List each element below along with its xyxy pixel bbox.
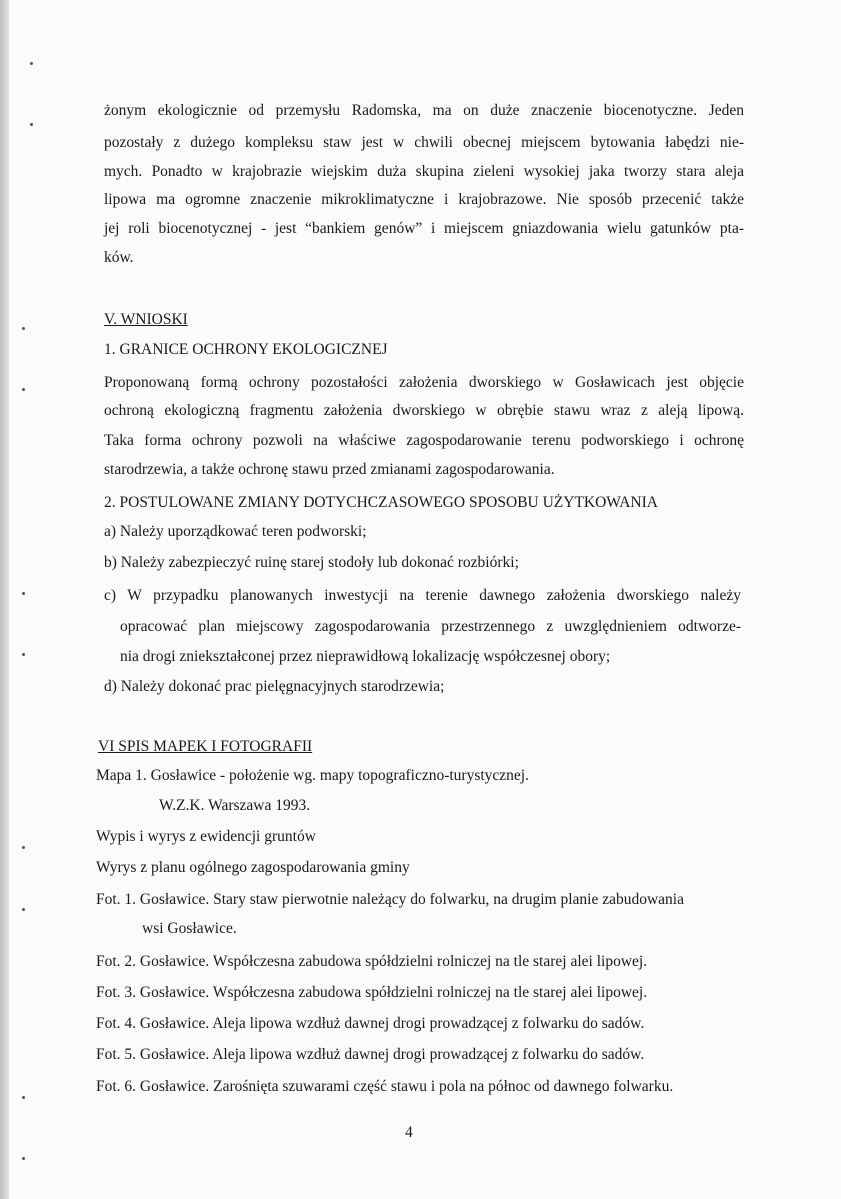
scan-speck <box>30 62 33 65</box>
list-item: Fot. 5. Gosławice. Aleja lipowa wzdłuż dawnej drogi prowadzącej z folwarku do sadów. <box>96 1046 645 1063</box>
subheading-granice: 1. GRANICE OCHRONY EKOLOGICZNEJ <box>104 341 388 358</box>
list-item: a) Należy uporządkować teren podworski; <box>104 523 367 540</box>
text-line: żonym ekologicznie od przemysłu Radomska, ma on duże znaczenie biocenotyczne. Jeden <box>104 102 744 119</box>
list-item: Fot. 2. Gosławice. Współczesna zabudowa spółdzielni rolniczej na tle starej alei lipowej. <box>96 953 648 970</box>
page-number: 4 <box>405 1124 413 1141</box>
scan-speck <box>22 388 25 391</box>
text-line: Proponowaną formą ochrony pozostałości założenia dworskiego w Gosławicach jest objęcie <box>104 374 744 391</box>
list-item-continuation: W.Z.K. Warszawa 1993. <box>159 797 311 814</box>
subheading-postulowane: 2. POSTULOWANE ZMIANY DOTYCHCZASOWEGO SPOSOBU UŻYTKOWANIA <box>104 494 658 511</box>
text-line: Taka forma ochrony pozwoli na właściwe zagospodarowanie terenu podworskiego i ochronę <box>104 432 744 449</box>
list-item: b) Należy zabezpieczyć ruinę starej stodoły lub dokonać rozbiórki; <box>104 554 519 571</box>
list-item: Fot. 6. Gosławice. Zarośnięta szuwarami część stawu i pola na północ od dawnego folwarku. <box>96 1078 674 1095</box>
text-line: starodrzewia, a także ochronę stawu przed zmianami zagospodarowania. <box>104 461 555 478</box>
list-item-continuation: wsi Gosławice. <box>142 920 237 937</box>
scan-speck <box>22 1157 25 1160</box>
scan-speck <box>22 908 25 911</box>
list-item: d) Należy dokonać prac pielęgnacyjnych starodrzewia; <box>104 678 445 695</box>
scan-speck <box>22 1096 25 1099</box>
scan-speck <box>22 327 25 330</box>
list-item: Fot. 1. Gosławice. Stary staw pierwotnie należący do folwarku, na drugim planie zabudowania <box>96 891 684 908</box>
list-item: Fot. 3. Gosławice. Współczesna zabudowa spółdzielni rolniczej na tle starej alei lipowej. <box>96 984 648 1001</box>
list-item: Fot. 4. Gosławice. Aleja lipowa wzdłuż dawnej drogi prowadzącej z folwarku do sadów. <box>96 1015 645 1032</box>
list-item-continuation: nia drogi zniekształconej przez nieprawidłową lokalizację współczesnej obory; <box>120 648 611 665</box>
list-item: Wyrys z planu ogólnego zagospodarowania gminy <box>96 859 410 876</box>
text-line: ochroną ekologiczną fragmentu założenia dworskiego w obrębie stawu wraz z aleją lipową. <box>104 402 744 419</box>
scan-edge <box>0 0 9 1199</box>
scan-speck <box>22 653 25 656</box>
list-item-continuation: opracować plan miejscowy zagospodarowania przestrzennego z uwzględnieniem odtworze- <box>120 618 741 635</box>
text-line: mych. Ponadto w krajobrazie wiejskim duża skupina zieleni wysokiej jaka tworzy stara aleja <box>104 163 744 180</box>
text-line: pozostały z dużego kompleksu staw jest w chwili obecnej miejscem bytowania łabędzi nie- <box>104 134 744 151</box>
list-item: c) W przypadku planowanych inwestycji na terenie dawnego założenia dworskiego należy <box>104 587 741 604</box>
scan-speck <box>22 592 25 595</box>
section-heading-wnioski: V. WNIOSKI <box>104 311 188 328</box>
text-line: ków. <box>104 249 134 266</box>
list-item: Wypis i wyrys z ewidencji gruntów <box>96 828 316 845</box>
text-line: jej roli biocenotycznej - jest “bankiem genów” i miejscem gniazdowania wielu gatunków pta- <box>104 220 744 237</box>
section-heading-spis: VI SPIS MAPEK I FOTOGRAFII <box>98 738 313 755</box>
list-item: Mapa 1. Gosławice - położenie wg. mapy topograficzno-turystycznej. <box>96 767 529 784</box>
scan-speck <box>22 846 25 849</box>
text-line: lipowa ma ogromne znaczenie mikroklimatyczne i krajobrazowe. Nie sposób przecenić także <box>104 191 744 208</box>
scan-speck <box>30 123 33 126</box>
